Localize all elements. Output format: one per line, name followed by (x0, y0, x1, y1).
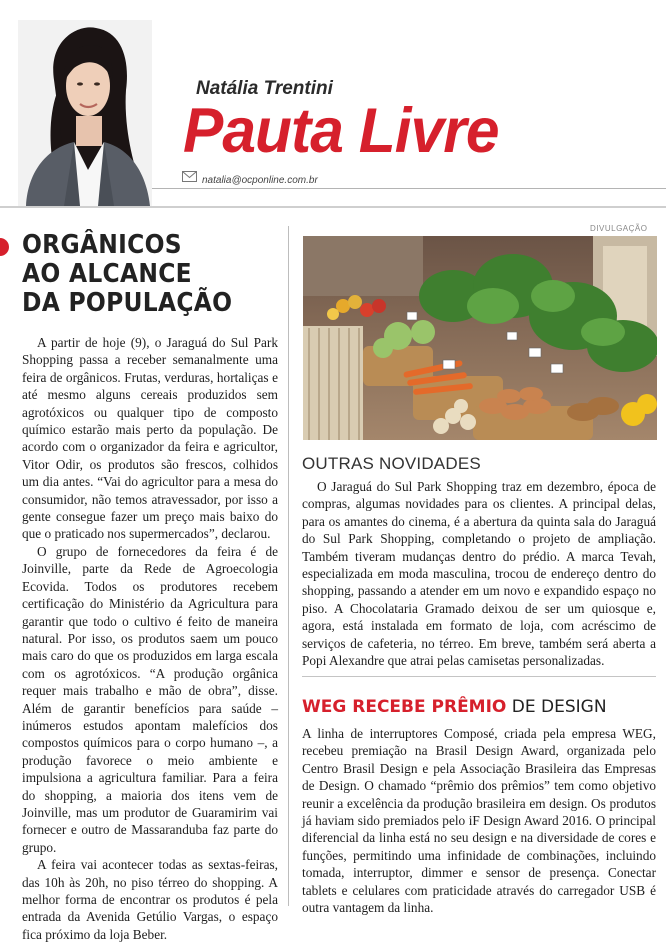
article-headline (22, 231, 277, 318)
section-title-outras: OUTRAS NOVIDADES (302, 454, 481, 473)
weg-title-rest: DE DESIGN (511, 697, 607, 717)
header-rule (152, 188, 666, 189)
headline-line: ORGÂNICOS (22, 230, 182, 260)
column-header (0, 0, 666, 208)
author-photo (18, 20, 152, 206)
headline-line: DA POPULAÇÃO (22, 288, 233, 318)
article-paragraph: O grupo de fornecedores da feira é de Joinville, parte da Rede de Agroecologia Ecovida. Todos os produtores recebem certificação do Ministério da Agricultura para garantir que todo o cultivo é feito de maneira natural. Por isso, os produtos saem um pouco mais caro do que os produzidos em larga escala com os agrotóxicos. “A produção orgânica requer mais trabalho e mão de obra”, disse. Além de garantir benefícios para saúde – inúmeros estudos apontam malefícios dos compostos químicos para o corpo humano –, a produção favorece o meio ambiente e impulsiona a agricultura familiar. Para a feira do shopping, a maioria dos itens vem de Joinville, mas um produtor de Guaramirim vai fornecer e outro de Massaranduba faz parte do grupo. (22, 543, 278, 855)
photo-credit: DIVULGAÇÃO (590, 224, 648, 233)
column-title: Pauta Livre (183, 96, 499, 166)
envelope-icon (182, 171, 197, 183)
weg-body (302, 725, 656, 916)
outras-body (302, 478, 656, 669)
weg-title-strong: WEG RECEBE PRÊMIO (302, 697, 507, 717)
weg-paragraph: A linha de interruptores Composé, criada pela empresa WEG, recebeu premiação na Brasil Design Award, organizada pelo Centro Brasil Design e pela Associação Brasileira das Empresas de Design. O chamado “prêmio dos prêmios” tem como objetivo reunir a excelência da produção brasileira em design. Os produtos já haviam sido premiados pelo iF Design Award 2016. O principal diferencial da linha está no seu design e na diversidade de cores e funções, permitindo uma infinidade de combinações, incluindo tomada, interruptor, dimmer e sensor de presença. Conectar tablets e celulares com praticidade através do carregador USB é outra vantagem da linha. (302, 726, 656, 916)
headline-marker (0, 238, 9, 256)
author-name: Natália Trentini (196, 78, 333, 99)
section-title-weg (302, 697, 607, 717)
header-divider (0, 206, 666, 208)
outras-paragraph: O Jaraguá do Sul Park Shopping traz em dezembro, época de compras, algumas novidades para os clientes. A principal delas, para os amantes do cinema, é a abertura da quinta sala do Jaraguá do Sul Park Shopping, completando o projeto de ampliação. Também tiveram mudanças dentro do prédio. A marca Tevah, especializada em moda masculina, trocou de endereço dentro do shopping, passando a atender em um novo e expandido espaço no piso. A Chocolataria Gramado deixou de ser um quiosque e, agora, está instalada em formato de loja, com acréscimo de serviços de cafeteria, no térreo. Em breve, também será aberta a Popi Alexandre que atrai pelas camisetas personalizadas. (302, 479, 656, 669)
column-divider (288, 226, 289, 906)
article-paragraph: A feira vai acontecer todas as sextas-feiras, das 10h às 20h, no piso térreo do shopping. A melhor forma de encontrar os produtos é pela entrada da Avenida Getúlio Vargas, o espaço fica próximo da loja Beber. (22, 857, 278, 942)
headline-line: AO ALCANCE (22, 259, 192, 289)
article-body (22, 334, 278, 943)
market-photo (303, 236, 657, 440)
article-paragraph: A partir de hoje (9), o Jaraguá do Sul Park Shopping passa a receber semanalmente uma feira de orgânicos. Frutas, verduras, hortaliças e até mesmo alguns cereais produzidos sem agrotóxicos ou qualquer tipo de composto químico estarão mais perto da população. De acordo com o organizador da feira e agricultor, Vitor Odir, os produtos são frescos, colhidos um dia antes. “Vai do agricultor para a mesa do consumidor, não temos atravessador, por isso a gente consegue fazer um preço mais baixo do que o praticado nos supermercados”, declarou. (22, 335, 278, 542)
author-email[interactable]: natalia@ocponline.com.br (202, 175, 318, 186)
section-separator (302, 676, 656, 677)
